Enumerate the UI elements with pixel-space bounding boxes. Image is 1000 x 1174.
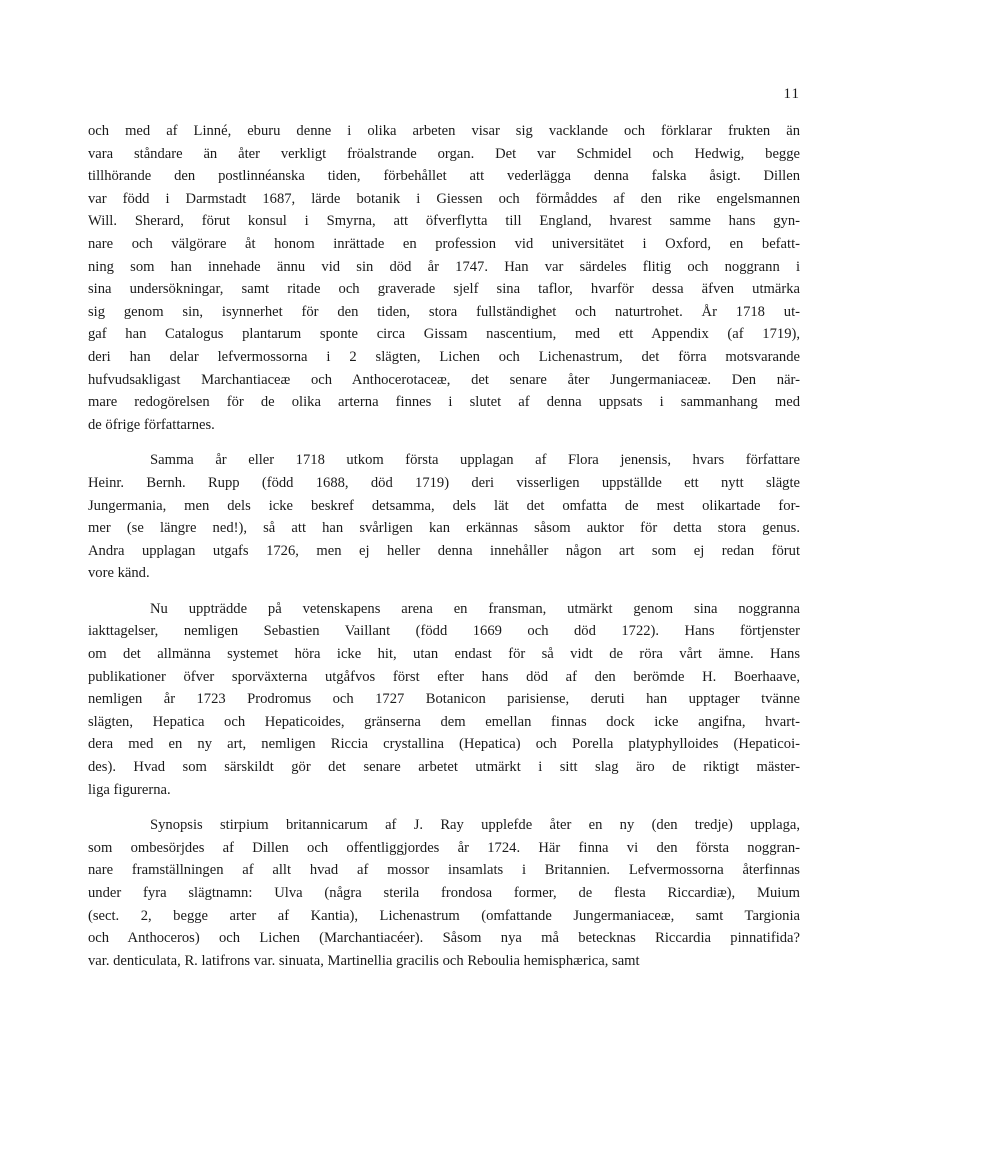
text-line: dera med en ny art, nemligen Riccia crystallina (Hepatica) och Porella platyphylloides (Hepaticoi- <box>88 736 800 753</box>
body-text <box>88 120 800 972</box>
text-line: Andra upplagan utgafs 1726, men ej heller denna innehåller någon art som ej redan förut <box>88 542 800 559</box>
text-line: som ombesörjdes af Dillen och offentliggjordes år 1724. Här finna vi den första noggran- <box>88 839 800 856</box>
paragraph <box>88 120 800 436</box>
text-line: Heinr. Bernh. Rupp (född 1688, död 1719) deri visserligen uppställde ett nytt slägte <box>88 474 800 491</box>
text-line: mer (se längre ned!), så att han svårligen kan erkännas såsom auktor för detta stora genus. <box>88 520 800 537</box>
paragraph-gap <box>88 801 800 814</box>
text-line: publikationer öfver sporväxterna utgåfvos först efter hans död af den berömde H. Boerhaave, <box>88 668 800 685</box>
text-line: des). Hvad som särskildt gör det senare arbetet utmärkt i sitt slag äro de riktigt mäster- <box>88 759 800 776</box>
paragraph <box>88 814 800 972</box>
text-line: vore känd. <box>88 565 150 582</box>
text-line: tillhörande den postlinnéanska tiden, förbehållet att vederlägga denna falska åsigt. Dillen <box>88 168 800 185</box>
text-line: mare redogörelsen för de olika arterna finnes i slutet af denna uppsats i sammanhang med <box>88 394 800 411</box>
text-line: Samma år eller 1718 utkom första upplagan af Flora jenensis, hvars författare <box>150 452 800 469</box>
paragraph <box>88 598 800 801</box>
text-line: slägten, Hepatica och Hepaticoides, gränserna dem emellan finnas dock icke angifna, hvart- <box>88 713 800 730</box>
paragraph <box>88 449 800 585</box>
text-line: och Anthoceros) och Lichen (Marchantiacéer). Såsom nya må betecknas Riccardia pinnatifida? <box>88 930 800 947</box>
paragraph-gap <box>88 436 800 449</box>
text-line: iakttagelser, nemligen Sebastien Vaillant (född 1669 och död 1722). Hans förtjenster <box>88 623 800 640</box>
text-line: Jungermania, men dels icke beskref detsamma, dels lät det omfatta de mest olikartade for- <box>88 497 800 514</box>
text-line: nare och välgörare åt honom inrättade en profession vid universitätet i Oxford, en befatt- <box>88 235 800 252</box>
text-line: ning som han innehade ännu vid sin död år 1747. Han var särdeles flitig och noggrann i <box>88 258 800 275</box>
text-line: var född i Darmstadt 1687, lärde botanik i Giessen och förmåddes af den rike engelsmannen <box>88 190 800 207</box>
text-line: Will. Sherard, förut konsul i Smyrna, att öfverflytta till England, hvarest samme hans gyn- <box>88 213 800 230</box>
text-line: vara ståndare än åter verkligt fröalstrande organ. Det var Schmidel och Hedwig, begge <box>88 145 800 162</box>
page-number: 11 <box>783 86 800 102</box>
text-line: om det allmänna systemet höra icke hit, utan endast för så vidt de röra vårt ämne. Hans <box>88 646 800 663</box>
text-line: och med af Linné, eburu denne i olika arbeten visar sig vacklande och förklarar frukten än <box>88 123 800 139</box>
paragraph-gap <box>88 585 800 598</box>
text-line: sig genom sin, isynnerhet för den tiden, stora fullständighet och naturtrohet. År 1718 ut- <box>88 303 800 320</box>
text-line: hufvudsakligast Marchantiaceæ och Anthocerotaceæ, det senare åter Jungermaniaceæ. Den när- <box>88 371 800 388</box>
text-line: (sect. 2, begge arter af Kantia), Lichenastrum (omfattande Jungermaniaceæ, samt Targionia <box>88 907 800 924</box>
text-line: var. denticulata, R. latifrons var. sinuata, Martinellia gracilis och Reboulia hemisphærica, samt <box>88 952 640 969</box>
text-line: gaf han Catalogus plantarum sponte circa Gissam nascentium, med ett Appendix (af 1719), <box>88 326 800 343</box>
text-line: under fyra slägtnamn: Ulva (några sterila frondosa former, de flesta Riccardiæ), Muium <box>88 885 800 901</box>
text-line: nare framställningen af allt hvad af mossor insamlats i Britannien. Lefvermossorna återfinnas <box>88 862 800 879</box>
text-line: Synopsis stirpium britannicarum af J. Ray upplefde åter en ny (den tredje) upplaga, <box>150 817 800 834</box>
text-line: sina undersökningar, samt ritade och graverade sjelf sina taflor, hvarför dessa äfven utmärka <box>88 281 800 298</box>
text-line: nemligen år 1723 Prodromus och 1727 Botanicon parisiense, deruti han upptager tvänne <box>88 691 800 708</box>
text-line: de öfrige författarnes. <box>88 416 215 433</box>
text-line: liga figurerna. <box>88 781 171 798</box>
text-line: Nu uppträdde på vetenskapens arena en fransman, utmärkt genom sina noggranna <box>150 600 800 617</box>
text-line: deri han delar lefvermossorna i 2 slägten, Lichen och Lichenastrum, det förra motsvarande <box>88 348 800 365</box>
